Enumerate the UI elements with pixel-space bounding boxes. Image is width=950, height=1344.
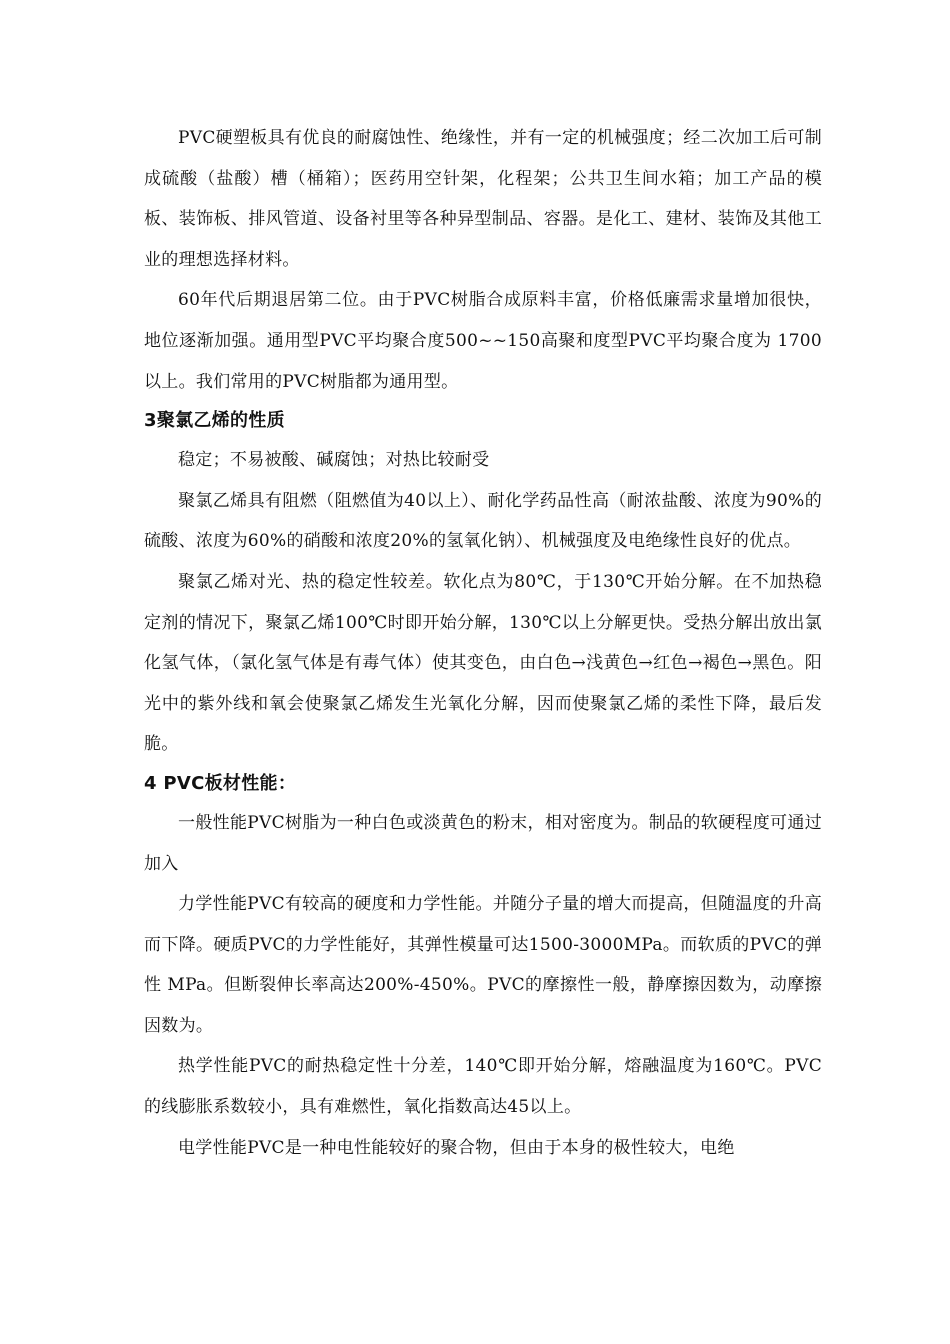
paragraph-thermal-stability: 聚氯乙烯对光、热的稳定性较差。软化点为80℃，于130℃开始分解。在不加热稳定剂的情况下，聚氯乙烯100℃时即开始分解，130℃以上分解更快。受热分解出放出氯化氢气体，（氯化氢气体是有毒气体）使其变色，由白色→浅黄色→红色→褐色→黑色。阳光中的紫外线和氧会使聚氯乙烯发生光氧化分解，因而使聚氯乙烯的柔性下降，最后发脆。	[144, 571, 822, 755]
document-body	[144, 118, 822, 1168]
paragraph-general-performance: 一般性能PVC树脂为一种白色或淡黄色的粉末，相对密度为。制品的软硬程度可通过加入	[144, 812, 822, 874]
paragraph-pvc-hard-board: PVC硬塑板具有优良的耐腐蚀性、绝缘性，并有一定的机械强度；经二次加工后可制成硫酸（盐酸）槽（桶箱）；医药用空针架，化程架；公共卫生间水箱；加工产品的模板、装饰板、排风管道、设备衬里等各种异型制品、容器。是化工、建材、装饰及其他工业的理想选择材料。	[144, 128, 822, 270]
paragraph-mechanical-performance: 力学性能PVC有较高的硬度和力学性能。并随分子量的增大而提高，但随温度的升高而下降。硬质PVC的力学性能好，其弹性模量可达1500-3000MPa。而软质的PVC的弹性 MPa。但断裂伸长率高达200%-450%。PVC的摩擦性一般，静摩擦因数为，动摩擦因数为。	[144, 894, 822, 1036]
paragraph-thermal-performance: 热学性能PVC的耐热稳定性十分差，140℃即开始分解，熔融温度为160℃。PVC的线膨胀系数较小，具有难燃性，氧化指数高达45以上。	[144, 1056, 822, 1118]
paragraph-flame-retardant: 聚氯乙烯具有阻燃（阻燃值为40以上）、耐化学药品性高（耐浓盐酸、浓度为90%的硫酸、浓度为60%的硝酸和浓度20%的氢氧化钠）、机械强度及电绝缘性良好的优点。	[144, 490, 822, 552]
paragraph-pvc-history: 60年代后期退居第二位。由于PVC树脂合成原料丰富，价格低廉需求量增加很快，地位逐渐加强。通用型PVC平均聚合度500~~150高聚和度型PVC平均聚合度为 1700以上。我们常用的PVC树脂都为通用型。	[144, 290, 822, 392]
paragraph-electrical-performance: 电学性能PVC是一种电性能较好的聚合物，但由于本身的极性较大，电绝	[178, 1137, 735, 1158]
section-heading-pvc-board-performance: 4 PVC板材性能：	[144, 772, 297, 794]
section-heading-pvc-properties: 3聚氯乙烯的性质	[144, 410, 285, 432]
paragraph-stability: 稳定；不易被酸、碱腐蚀；对热比较耐受	[178, 450, 490, 471]
